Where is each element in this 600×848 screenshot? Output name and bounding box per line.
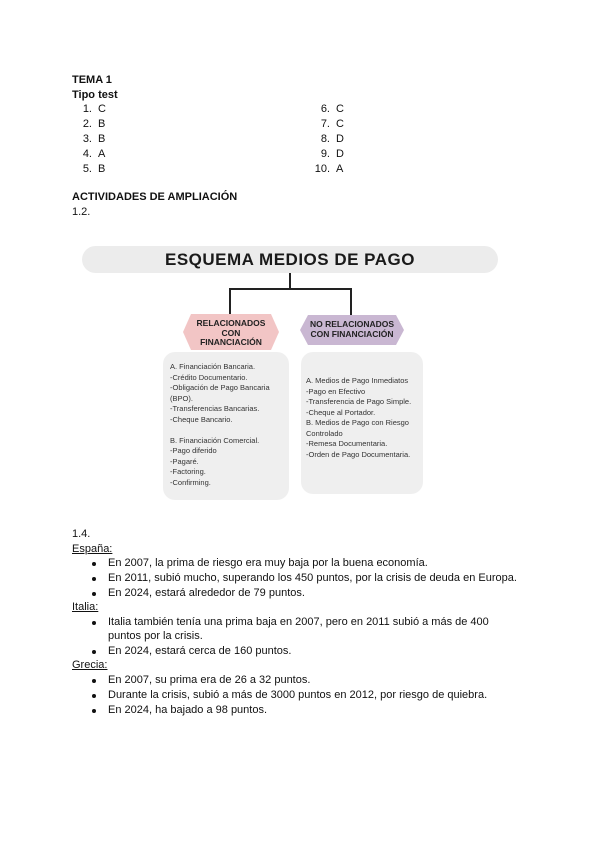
bullet-icon — [92, 709, 96, 713]
list-item: En 2011, subió mucho, superando los 450 puntos, por la crisis de deuda en Europa. — [108, 572, 517, 584]
list-item: -Factoring. — [170, 467, 206, 476]
section-1-2-label: 1.2. — [72, 206, 91, 218]
section-1-4-label: 1.4. — [72, 528, 91, 540]
answers-right-list — [310, 102, 344, 177]
answer-item: 5. B — [82, 163, 106, 175]
diagram-title: ESQUEMA MEDIOS DE PAGO — [82, 246, 498, 273]
list-item: -Cheque al Portador. — [306, 407, 376, 417]
answer-item: 7. C — [320, 118, 344, 130]
answer-item: 8. D — [320, 133, 344, 145]
list-item: -Pagaré. — [170, 456, 199, 466]
list-item: -Transferencia de Pago Simple. — [306, 397, 412, 406]
list-item: Controlado — [306, 428, 343, 438]
left-box-list — [170, 362, 270, 488]
list-item: En 2007, la prima de riesgo era muy baja por la buena economía. — [108, 557, 428, 569]
connector-left — [229, 288, 231, 315]
list-item: B. Financiación Comercial. — [170, 435, 260, 445]
bullet-icon — [92, 592, 96, 596]
list-spacer — [170, 425, 270, 436]
bullet-icon — [92, 562, 96, 566]
bullet-icon — [92, 694, 96, 698]
list-item: -Remesa Documentaria. — [306, 439, 388, 448]
tipo-test-subtitle: Tipo test — [72, 89, 118, 101]
list-item: A. Financiación Bancaria. — [170, 362, 256, 371]
list-item: -Obligación de Pago Bancaria — [170, 383, 270, 392]
list-item: -Cheque Bancario. — [170, 414, 233, 424]
answer-item: 6. C — [320, 103, 344, 115]
connector-vertical — [289, 273, 291, 289]
list-item: En 2007, su prima era de 26 a 32 puntos. — [108, 674, 311, 686]
right-category-label: NO RELACIONADOS CON FINANCIACIÓN — [309, 319, 395, 339]
bullet-icon — [92, 679, 96, 683]
ampliacion-heading: ACTIVIDADES DE AMPLIACIÓN — [72, 191, 238, 203]
answer-item: 3. B — [82, 133, 106, 145]
answer-item: 9. D — [320, 148, 344, 160]
list-item: Durante la crisis, subió a más de 3000 puntos en 2012, por riesgo de quiebra. — [108, 689, 488, 701]
list-item: -Orden de Pago Documentaria. — [306, 449, 411, 459]
list-item: En 2024, estará cerca de 160 puntos. — [108, 645, 292, 657]
list-item: En 2024, ha bajado a 98 puntos. — [108, 704, 268, 716]
list-item: (BPO). — [170, 393, 193, 403]
tema-title: TEMA 1 — [72, 74, 112, 86]
list-item: -Pago en Efectivo — [306, 386, 366, 396]
country-heading-grecia: Grecia: — [72, 659, 108, 671]
list-item: -Crédito Documentario. — [170, 372, 248, 382]
bullet-icon — [92, 621, 96, 625]
answer-item: 4. A — [82, 148, 106, 160]
list-item: Italia también tenía una prima baja en 2007, pero en 2011 subió a más de 400 — [108, 616, 489, 628]
list-item: -Pago diferido — [170, 446, 217, 455]
connector-horizontal — [229, 288, 351, 290]
answers-left-list — [72, 102, 106, 177]
list-item: -Transferencias Bancarias. — [170, 404, 260, 413]
list-item-continuation: puntos por la crisis. — [108, 630, 203, 642]
answer-item: 1. C — [82, 103, 106, 115]
country-heading-italia: Italia: — [72, 601, 99, 613]
list-item: En 2024, estará alrededor de 79 puntos. — [108, 587, 305, 599]
bullet-icon — [92, 650, 96, 654]
left-content-box — [163, 352, 289, 500]
right-box-list — [306, 376, 411, 460]
answer-item: 10. A — [314, 163, 344, 175]
bullet-icon — [92, 577, 96, 581]
right-content-box — [301, 352, 423, 494]
list-item: A. Medios de Pago Inmediatos — [306, 376, 409, 385]
list-item: B. Medios de Pago con Riesgo — [306, 418, 409, 427]
list-item: -Confirming. — [170, 477, 211, 487]
left-category-label: RELACIONADOS CON FINANCIACIÓN — [196, 318, 266, 347]
connector-right — [350, 288, 352, 315]
answer-item: 2. B — [82, 118, 106, 130]
country-heading-espana: España: — [72, 543, 113, 555]
